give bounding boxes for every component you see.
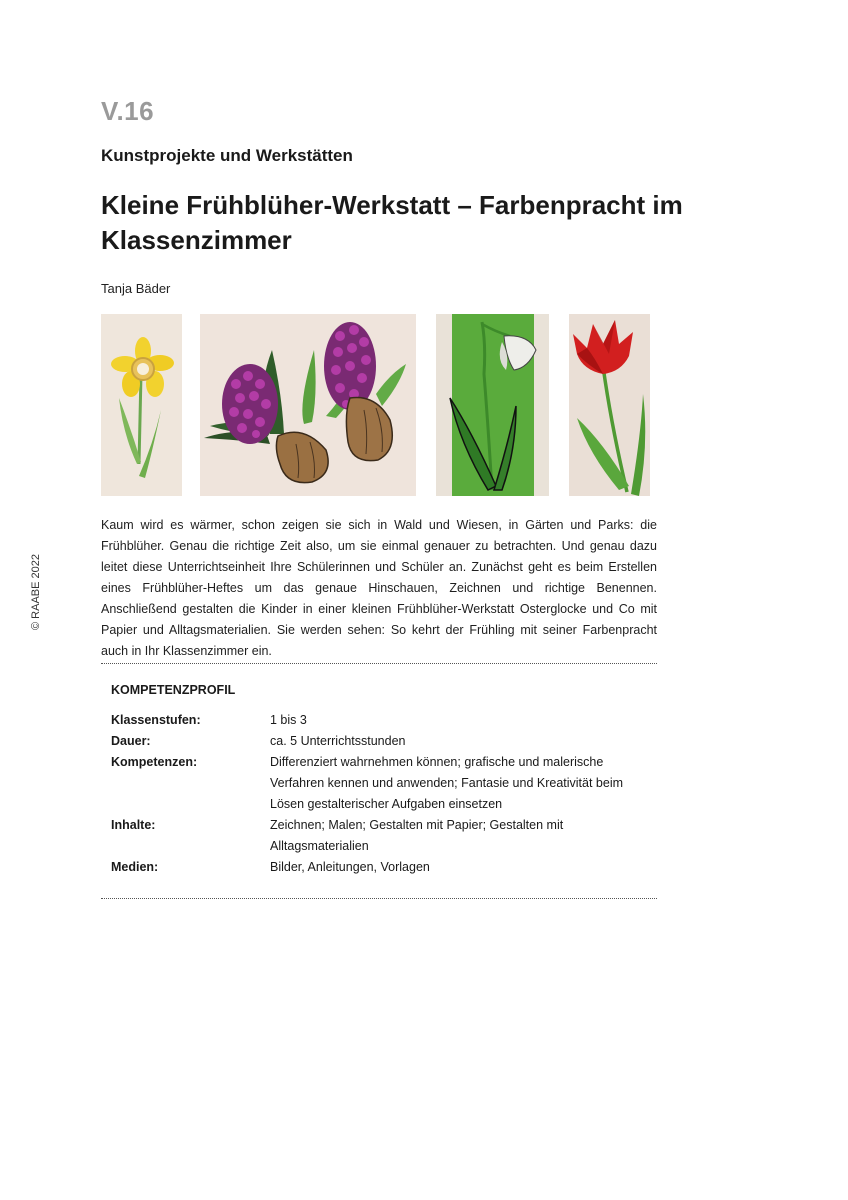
profile-value: ca. 5 Unterrichtsstunden xyxy=(270,734,406,748)
divider-bottom xyxy=(101,898,657,899)
author: Tanja Bäder xyxy=(101,281,171,296)
profile-heading: KOMPETENZPROFIL xyxy=(111,683,236,697)
profile-value: 1 bis 3 xyxy=(270,713,307,727)
hyacinth-photo xyxy=(200,314,416,496)
snowdrop-icon xyxy=(436,314,549,496)
profile-label: Klassenstufen: xyxy=(111,713,201,727)
profile-label: Medien: xyxy=(111,860,159,874)
page-title: Kleine Frühblüher-Werkstatt – Farbenpracht im Klassenzimmer xyxy=(101,190,683,255)
daffodil-icon xyxy=(101,314,182,496)
intro-paragraph: Kaum wird es wärmer, schon zeigen sie sich in Wald und Wiesen, in Gärten und Parks: die Frühblüher. Genau die richtige Zeit also, um sie einmal genauer zu betrachten. Und genau dazu leitet diese Unterrichtseinheit Ihre Schülerinnen und Schüler an. Zunächst geht es beim Erstellen eines Frühblüher-Heftes um das genaue Hinschauen, Zeichnen und richtige Benennen. Anschließend gestalten die Kinder in einer kleinen Frühblüher-Werkstatt Osterglocke und Co mit Papier und Alltagsmaterialien. Sie werden sehen: So kehrt der Frühling mit seiner Farbenpracht auch in Ihr Klassenzimmer ein. xyxy=(101,518,657,658)
section-code: V.16 xyxy=(101,96,155,126)
tulip-photo xyxy=(569,314,650,496)
profile-row-media xyxy=(111,857,657,878)
profile-value: Bilder, Anleitungen, Vorlagen xyxy=(270,860,430,874)
profile-row-grades xyxy=(111,710,657,731)
copyright-note: © RAABE 2022 xyxy=(30,554,42,630)
series-heading: Kunstprojekte und Werkstätten xyxy=(101,146,353,165)
competence-profile xyxy=(111,710,657,878)
profile-value: Differenziert wahrnehmen können; grafische und malerische Verfahren kennen und anwenden; Fantasie und Kreativität beim Lösen gestalterischer Aufgaben einsetzen xyxy=(270,755,624,811)
divider-top xyxy=(101,663,657,664)
profile-label: Kompetenzen: xyxy=(111,755,198,769)
profile-value: Zeichnen; Malen; Gestalten mit Papier; Gestalten mit Alltagsmaterialien xyxy=(270,818,564,853)
daffodil-photo xyxy=(101,314,182,496)
profile-row-contents xyxy=(111,815,657,857)
tulip-icon xyxy=(569,314,650,496)
hyacinth-icon xyxy=(200,314,416,496)
profile-label: Inhalte: xyxy=(111,818,156,832)
profile-row-duration xyxy=(111,731,657,752)
profile-row-competences xyxy=(111,752,657,815)
snowdrop-photo xyxy=(436,314,549,496)
profile-label: Dauer: xyxy=(111,734,151,748)
